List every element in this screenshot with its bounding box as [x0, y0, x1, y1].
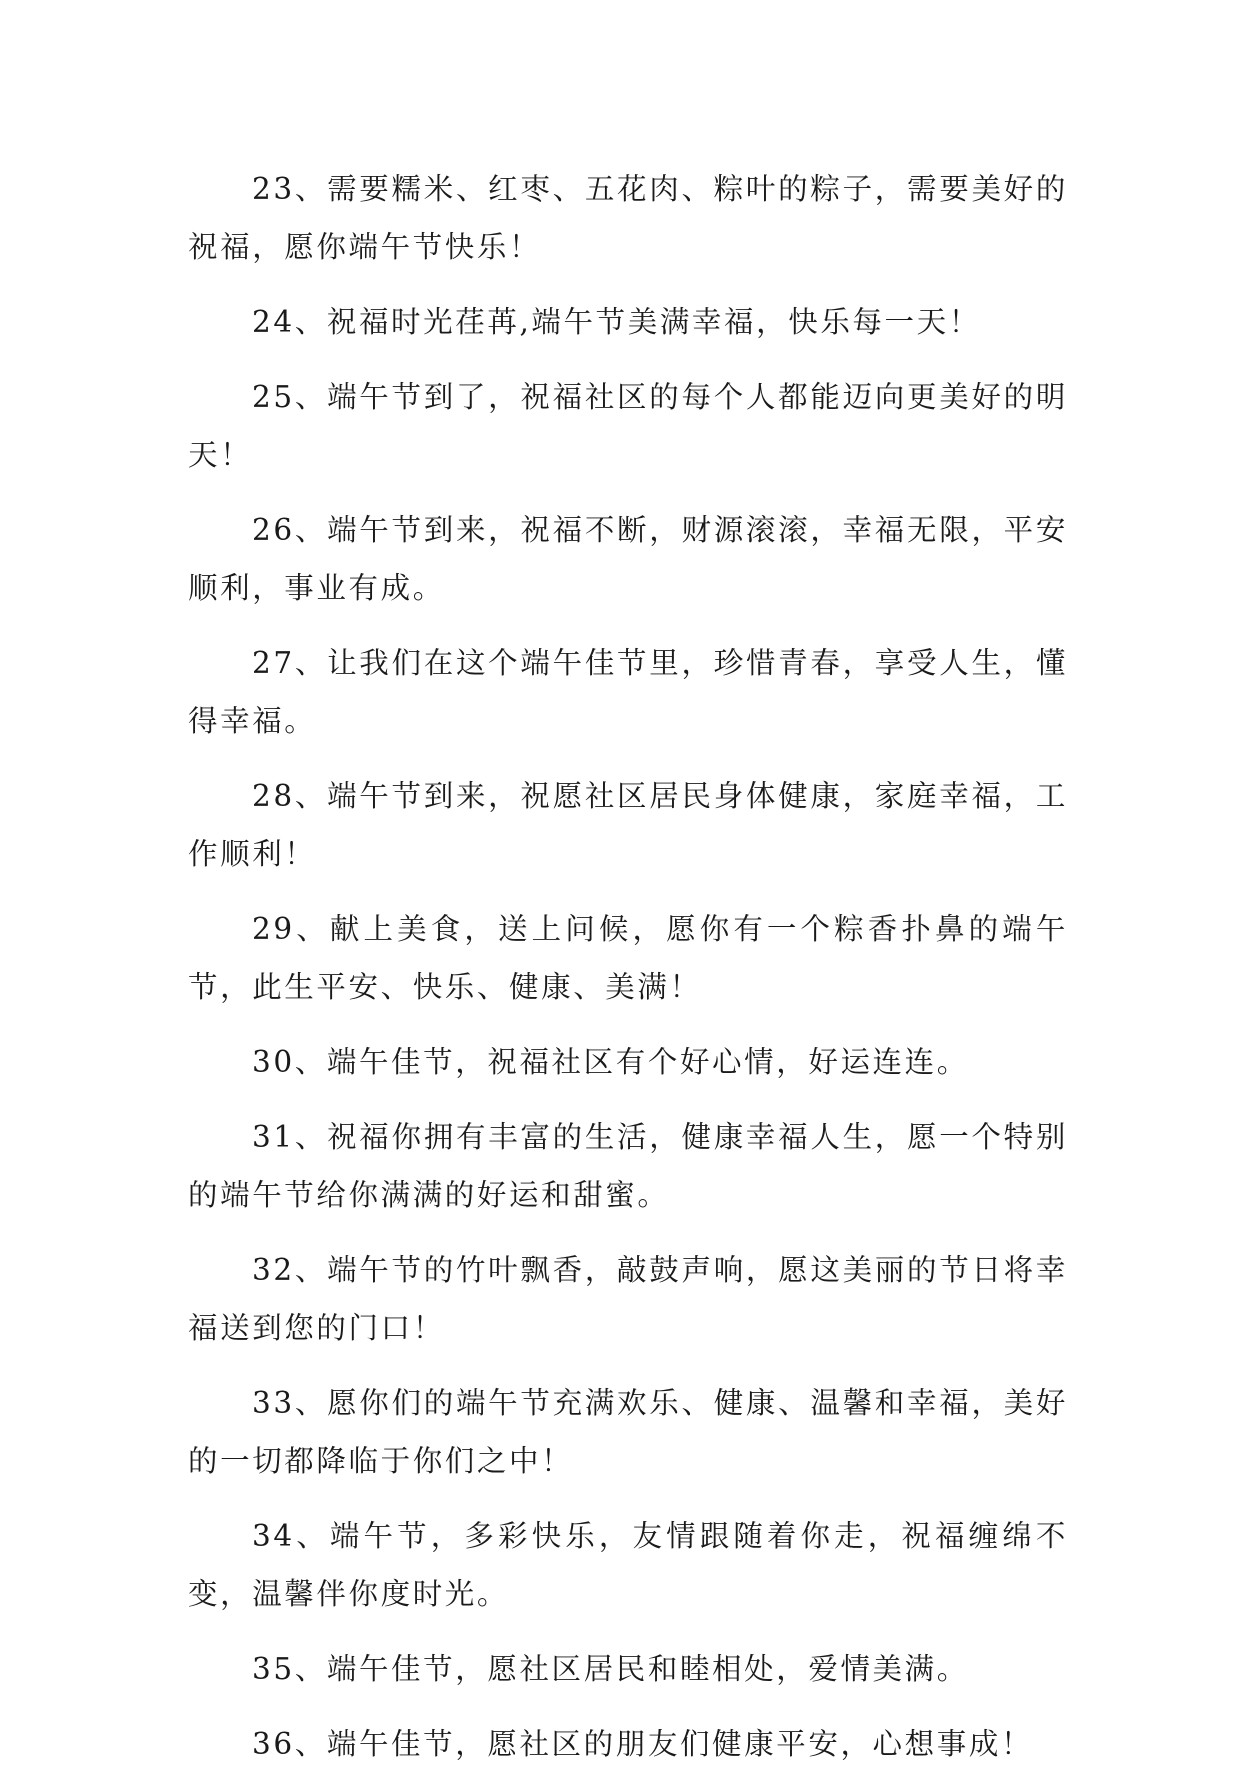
- paragraph-31: 31、祝福你拥有丰富的生活，健康幸福人生，愿一个特别的端午节给你满满的好运和甜蜜。: [188, 1120, 1068, 1212]
- paragraph-35: 35、端午佳节，愿社区居民和睦相处，爱情美满。: [252, 1652, 969, 1686]
- paragraph-25: 25、端午节到了，祝福社区的每个人都能迈向更美好的明天！: [188, 380, 1068, 472]
- paragraph-29: 29、献上美食，送上问候，愿你有一个粽香扑鼻的端午节，此生平安、快乐、健康、美满！: [188, 912, 1068, 1004]
- document-body: [188, 160, 1068, 1790]
- paragraph-34: 34、端午节，多彩快乐，友情跟随着你走，祝福缠绵不变，温馨伴你度时光。: [188, 1519, 1068, 1611]
- paragraph-27: 27、让我们在这个端午佳节里，珍惜青春，享受人生，懂得幸福。: [188, 646, 1068, 738]
- paragraph-28: 28、端午节到来，祝愿社区居民身体健康，家庭幸福，工作顺利！: [188, 779, 1068, 871]
- paragraph-23: 23、需要糯米、红枣、五花肉、粽叶的粽子，需要美好的祝福，愿你端午节快乐！: [188, 172, 1068, 264]
- paragraph-26: 26、端午节到来，祝福不断，财源滚滚，幸福无限，平安顺利，事业有成。: [188, 513, 1068, 605]
- paragraph-33: 33、愿你们的端午节充满欢乐、健康、温馨和幸福，美好的一切都降临于你们之中！: [188, 1386, 1068, 1478]
- paragraph-24: 24、祝福时光荏苒,端午节美满幸福，快乐每一天！: [252, 305, 981, 339]
- paragraph-36: 36、端午佳节，愿社区的朋友们健康平安，心想事成！: [252, 1727, 1034, 1761]
- paragraph-30: 30、端午佳节，祝福社区有个好心情，好运连连。: [252, 1045, 969, 1079]
- paragraph-32: 32、端午节的竹叶飘香，敲鼓声响，愿这美丽的节日将幸福送到您的门口！: [188, 1253, 1068, 1345]
